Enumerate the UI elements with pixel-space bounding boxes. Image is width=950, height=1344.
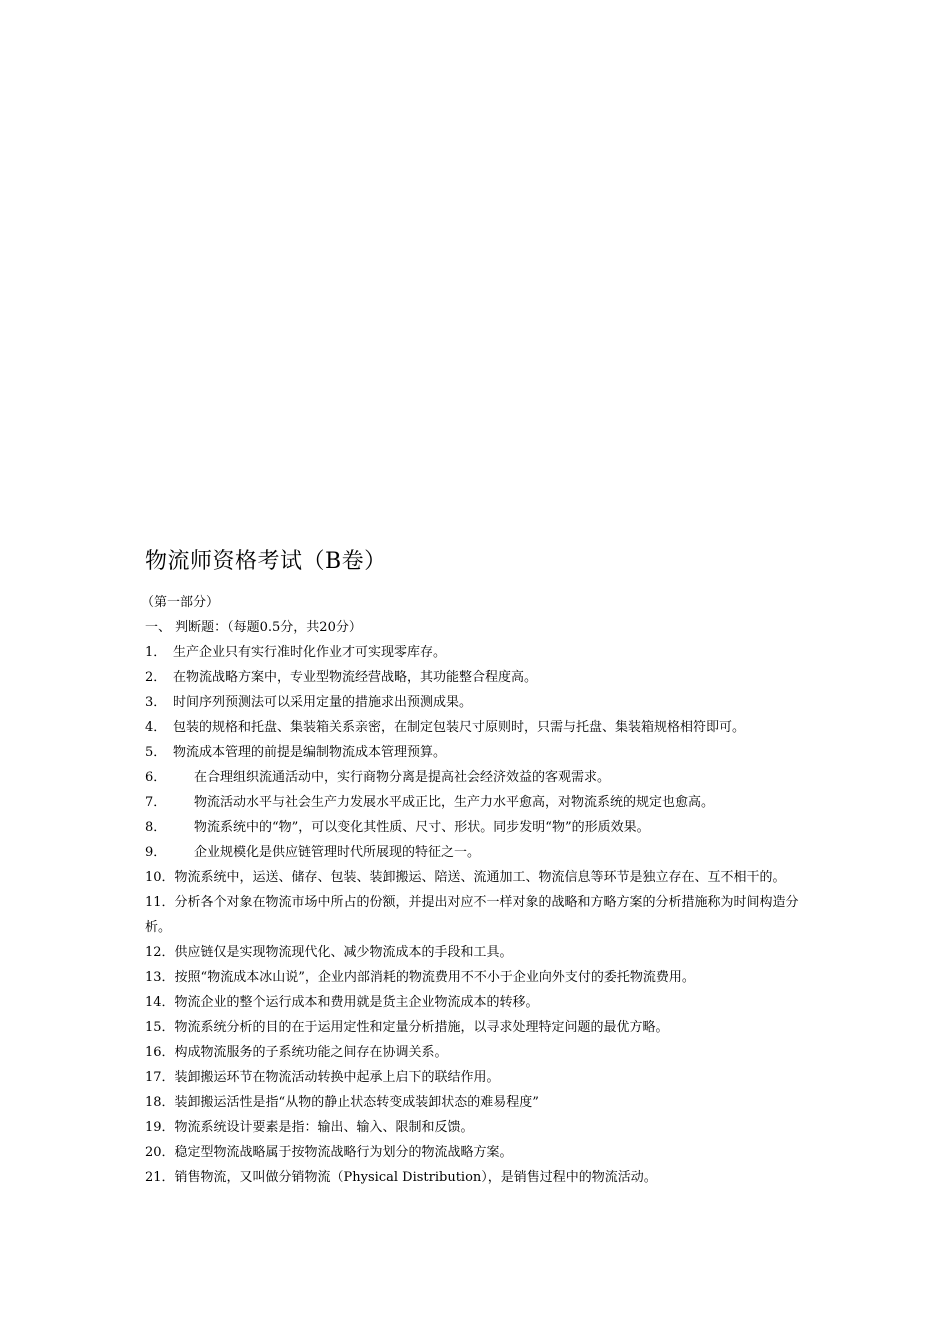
question-number: 6． — [145, 770, 167, 785]
question-number: 16． — [145, 1045, 175, 1060]
question-text: 按照“物流成本冰山说”，企业内部消耗的物流费用不不小于企业向外支付的委托物流费用。 — [174, 970, 695, 985]
question-item — [145, 940, 815, 965]
question-item — [145, 890, 815, 940]
question-text: 物流企业的整个运行成本和费用就是货主企业物流成本的转移。 — [174, 995, 539, 1010]
question-item — [145, 1140, 815, 1165]
question-text: 供应链仅是实现物流现代化、减少物流成本的手段和工具。 — [174, 945, 513, 960]
part-label: （第一部分） — [141, 595, 220, 610]
question-number: 20． — [145, 1145, 175, 1160]
question-number: 13． — [145, 970, 175, 985]
question-number: 17． — [145, 1070, 175, 1085]
question-item — [145, 740, 815, 765]
question-number: 4． — [145, 720, 167, 735]
question-number: 1． — [145, 645, 167, 660]
question-number: 5． — [145, 745, 167, 760]
question-text: 物流系统中，运送、储存、包装、装卸搬运、陪送、流通加工、物流信息等环节是独立存在、互不相干的。 — [174, 870, 786, 885]
question-item — [145, 715, 815, 740]
question-text: 物流活动水平与社会生产力发展水平成正比，生产力水平愈高，对物流系统的规定也愈高。 — [194, 795, 715, 810]
question-item — [145, 840, 815, 865]
question-text: 构成物流服务的子系统功能之间存在协调关系。 — [174, 1045, 448, 1060]
question-item — [145, 790, 815, 815]
document-title: 物流师资格考试（B卷） — [145, 549, 387, 574]
question-number: 10． — [145, 870, 175, 885]
question-number: 11． — [145, 895, 175, 910]
question-item — [145, 965, 815, 990]
question-number: 9． — [145, 845, 167, 860]
question-text: 生产企业只有实行准时化作业才可实现零库存。 — [173, 645, 447, 660]
question-item — [145, 815, 815, 840]
question-number: 12． — [145, 945, 175, 960]
question-item — [145, 990, 815, 1015]
question-number: 8． — [145, 820, 167, 835]
question-item — [145, 1090, 815, 1115]
question-text: 销售物流，又叫做分销物流（Physical Distribution），是销售过程中的物流活动。 — [174, 1170, 657, 1185]
question-text: 装卸搬运环节在物流活动转换中起承上启下的联结作用。 — [174, 1070, 500, 1085]
question-text: 在合理组织流通活动中，实行商物分离是提高社会经济效益的客观需求。 — [194, 770, 611, 785]
question-item — [145, 1015, 815, 1040]
question-number: 21． — [145, 1170, 175, 1185]
question-text: 在物流战略方案中，专业型物流经营战略，其功能整合程度高。 — [173, 670, 538, 685]
question-number: 19． — [145, 1120, 175, 1135]
question-text: 物流系统分析的目的在于运用定性和定量分析措施，以寻求处理特定问题的最优方略。 — [174, 1020, 669, 1035]
question-text: 稳定型物流战略属于按物流战略行为划分的物流战略方案。 — [174, 1145, 513, 1160]
question-number: 14． — [145, 995, 175, 1010]
question-text: 物流成本管理的前提是编制物流成本管理预算。 — [173, 745, 447, 760]
question-item — [145, 1065, 815, 1090]
question-number: 3． — [145, 695, 167, 710]
question-item — [145, 1040, 815, 1065]
question-number: 7． — [145, 795, 167, 810]
question-item — [145, 665, 815, 690]
question-item — [145, 865, 815, 890]
question-text: 装卸搬运活性是指“从物的静止状态转变成装卸状态的难易程度” — [174, 1095, 539, 1110]
question-number: 15． — [145, 1020, 175, 1035]
question-text: 物流系统设计要素是指：输出、输入、限制和反馈。 — [174, 1120, 474, 1135]
question-text: 物流系统中的“物”，可以变化其性质、尺寸、形状。同步发明“物”的形质效果。 — [194, 820, 650, 835]
question-item — [145, 640, 815, 665]
section-heading: 一、 判断题：（每题0.5分，共20分） — [145, 620, 362, 635]
question-item — [145, 690, 815, 715]
question-number: 2． — [145, 670, 167, 685]
question-text: 分析各个对象在物流市场中所占的份额，并提出对应不一样对象的战略和方略方案的分析措施称为时间构造分析。 — [145, 895, 799, 935]
document-body — [141, 546, 815, 1190]
question-number: 18． — [145, 1095, 175, 1110]
question-text: 时间序列预测法可以采用定量的措施求出预测成果。 — [173, 695, 473, 710]
question-item — [145, 1165, 815, 1190]
question-item — [145, 1115, 815, 1140]
question-text: 企业规模化是供应链管理时代所展现的特征之一。 — [194, 845, 481, 860]
question-text: 包装的规格和托盘、集装箱关系亲密，在制定包装尺寸原则时，只需与托盘、集装箱规格相符即可。 — [173, 720, 746, 735]
question-item — [145, 765, 815, 790]
